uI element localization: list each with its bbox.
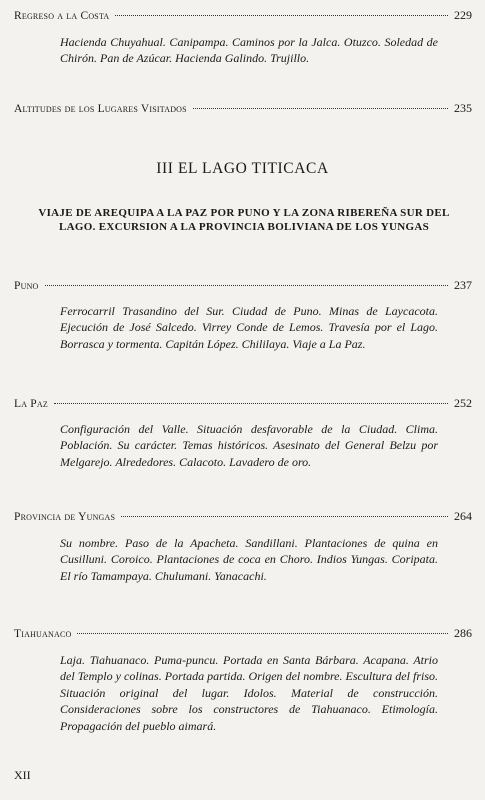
toc-entry-regreso-a-la-costa — [14, 8, 472, 23]
leader-dots — [115, 15, 448, 16]
toc-entry-page: 286 — [454, 626, 472, 640]
toc-entry-page: 235 — [454, 101, 472, 115]
toc-entry-description: Su nombre. Paso de la Apacheta. Sandillani. Plantaciones de quina en Cusilluni. Coroico. Plantaciones de coca en Choro. Indios Yungas. Coripata. El río Tamampaya. Chulumani. Yanacachi. — [60, 536, 438, 583]
toc-entry-provincia-de-yungas — [14, 509, 472, 524]
section-subheading: VIAJE DE AREQUIPA A LA PAZ POR PUNO Y LA ZONA RIBEREÑA SUR DEL LAGO. EXCURSION A LA PROVINCIA BOLIVIANA DE LOS YUNGAS — [38, 207, 450, 233]
toc-entry-description: Laja. Tiahuanaco. Puma-puncu. Portada en Santa Bárbara. Acapana. Atrio del Templo y colinas. Portada partida. Origen del nombre. Escultura del friso. Situación original del lugar. Idolos. Material de construcción. Consideraciones sobre los constructores de Tiahuanaco. Etimología. Propagación del pueblo aimará. — [60, 653, 438, 733]
leader-dots — [45, 285, 448, 286]
toc-entry-tiahuanaco — [14, 626, 472, 641]
toc-entry-page: 264 — [454, 509, 472, 523]
toc-entry-title: Puno — [14, 280, 39, 292]
toc-entry-description: Configuración del Valle. Situación desfavorable de la Ciudad. Clima. Población. Su carácter. Temas históricos. Asesinato del General Belzu por Melgarejo. Alrededores. Calacoto. Lavadero de oro. — [60, 422, 438, 469]
toc-entry-description: Ferrocarril Trasandino del Sur. Ciudad de Puno. Minas de Laycacota. Ejecución de José Salcedo. Virrey Conde de Lemos. Travesía por el Lago. Borrasca y tormenta. Capitán López. Chililaya. Viaje a La Paz. — [60, 304, 438, 351]
toc-entry-title: Provincia de Yungas — [14, 511, 116, 523]
toc-entry-title: Tiahuanaco — [14, 628, 72, 640]
toc-entry-altitudes — [14, 101, 472, 116]
toc-entry-description: Hacienda Chuyahual. Canipampa. Caminos por la Jalca. Otuzco. Soledad de Chirón. Pan de Azúcar. Hacienda Galindo. Trujillo. — [60, 35, 438, 66]
leader-dots — [121, 516, 448, 517]
toc-entry-la-paz — [14, 396, 472, 411]
toc-entry-puno — [14, 278, 472, 293]
leader-dots — [54, 403, 448, 404]
toc-entry-title: Regreso a la Costa — [14, 10, 110, 22]
toc-entry-page: 252 — [454, 396, 472, 410]
leader-dots — [77, 633, 448, 634]
page-folio: XII — [14, 768, 31, 782]
leader-dots — [193, 108, 448, 109]
toc-entry-page: 229 — [454, 8, 472, 22]
section-heading: III EL LAGO TITICACA — [156, 160, 329, 177]
toc-entry-title: La Paz — [14, 398, 48, 410]
toc-entry-title: Altitudes de los Lugares Visitados — [14, 103, 187, 115]
toc-entry-page: 237 — [454, 278, 472, 292]
